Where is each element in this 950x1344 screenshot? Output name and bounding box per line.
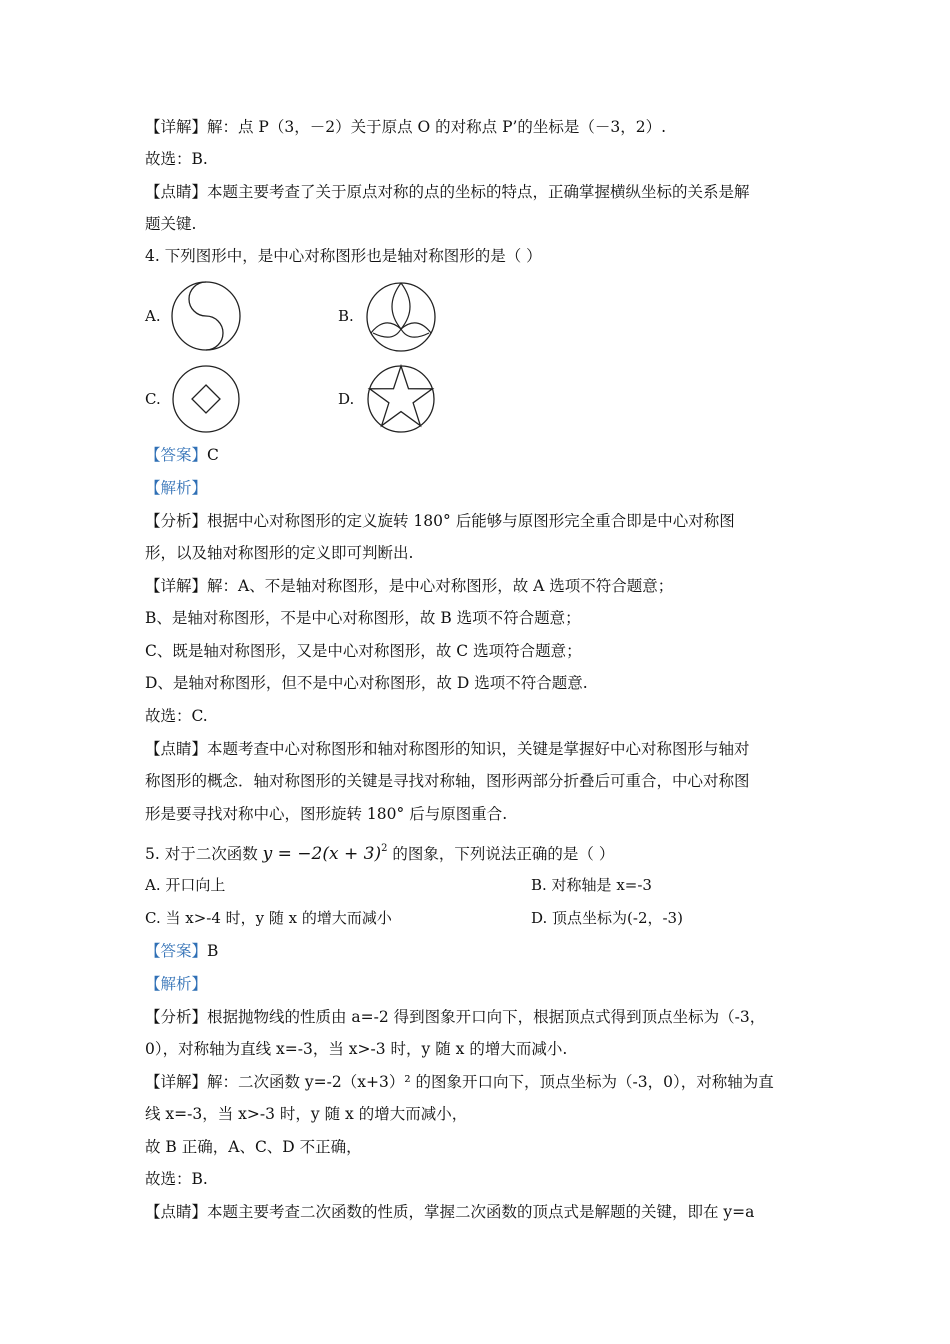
q3-comment-line2: 题关键. xyxy=(145,215,197,233)
answer-value: B xyxy=(207,942,219,960)
answer-tag: 【答案】 xyxy=(145,446,208,464)
q4-detail-line1: 【详解】解：A、不是轴对称图形，是中心对称图形，故 A 选项不符合题意； xyxy=(145,577,674,595)
q5-stem-post: 的图象，下列说法正确的是（ ） xyxy=(392,845,615,863)
formula-exponent: 2 xyxy=(381,843,388,854)
q5-analysis-line1: 【分析】根据抛物线的性质由 a=-2 得到图象开口向下，根据顶点式得到顶点坐标为（-3， xyxy=(145,1008,766,1026)
q5-stem-pre: 5. 对于二次函数 xyxy=(145,845,258,863)
figure-b-arcs-icon xyxy=(363,277,439,357)
q5-comment-line1: 【点睛】本题主要考查二次函数的性质，掌握二次函数的顶点式是解题的关键，即在 y=a xyxy=(145,1203,755,1221)
q4-stem: 4. 下列图形中，是中心对称图形也是轴对称图形的是（ ） xyxy=(145,247,542,265)
q5-option-d: D. 顶点坐标为(-2，-3) xyxy=(531,909,683,927)
formula-body: y = −2(x + 3) xyxy=(262,844,382,864)
q4-analysis-line1: 【分析】根据中心对称图形的定义旋转 180° 后能够与原图形完全重合即是中心对称图 xyxy=(145,512,735,530)
q3-comment-line1: 【点睛】本题主要考查了关于原点对称的点的坐标的特点，正确掌握横纵坐标的关系是解 xyxy=(145,183,750,201)
q5-analysis-tag: 【解析】 xyxy=(145,975,208,993)
q3-choose: 故选：B. xyxy=(145,150,208,168)
q4-comment-line3: 形是要寻找对称中心，图形旋转 180° 后与原图重合. xyxy=(145,805,508,823)
q4-comment-line1: 【点睛】本题考查中心对称图形和轴对称图形的知识，关键是掌握好中心对称图形与轴对 xyxy=(145,740,750,758)
answer-value: C xyxy=(207,446,219,464)
q5-formula xyxy=(263,844,388,864)
q4-detail-line2: B、是轴对称图形，不是中心对称图形，故 B 选项不符合题意； xyxy=(145,609,581,627)
figure-c-circle-diamond-icon xyxy=(168,361,244,437)
q5-option-b: B. 对称轴是 x=-3 xyxy=(531,876,652,894)
q5-option-c: C. 当 x>-4 时，y 随 x 的增大而减小 xyxy=(145,909,392,927)
q5-detail-line3: 故 B 正确，A、C、D 不正确， xyxy=(145,1138,362,1156)
q5-option-a: A. 开口向上 xyxy=(145,876,226,894)
q4-label-d: D. xyxy=(338,390,355,408)
figure-d-circle-star-icon xyxy=(363,361,439,437)
q3-detail: 【详解】解：点 P（3，－2）关于原点 O 的对称点 P’的坐标是（－3，2）. xyxy=(145,118,667,136)
q5-detail-line2: 线 x=-3，当 x>-3 时，y 随 x 的增大而减小， xyxy=(145,1105,468,1123)
q4-label-a: A. xyxy=(145,307,161,325)
q4-analysis-line2: 形，以及轴对称图形的定义即可判断出. xyxy=(145,544,414,562)
answer-tag: 【答案】 xyxy=(145,942,208,960)
q5-detail-line1: 【详解】解：二次函数 y=-2（x+3）² 的图象开口向下，顶点坐标为（-3，0），对称轴为直 xyxy=(145,1073,774,1091)
q4-comment-line2: 称图形的概念．轴对称图形的关键是寻找对称轴，图形两部分折叠后可重合，中心对称图 xyxy=(145,772,750,790)
q5-stem xyxy=(145,838,614,865)
figure-a-taiji-icon xyxy=(168,278,244,354)
q4-analysis-tag: 【解析】 xyxy=(145,479,208,497)
q5-analysis-line2: 0），对称轴为直线 x=-3，当 x>-3 时，y 随 x 的增大而减小. xyxy=(145,1040,568,1058)
q5-choose: 故选：B. xyxy=(145,1170,208,1188)
q4-answer xyxy=(145,444,219,466)
q5-answer xyxy=(145,940,218,962)
q4-label-c: C. xyxy=(145,390,161,408)
q4-label-b: B. xyxy=(338,307,354,325)
q4-choose: 故选：C. xyxy=(145,707,208,725)
q4-detail-line4: D、是轴对称图形，但不是中心对称图形，故 D 选项不符合题意. xyxy=(145,674,588,692)
q4-detail-line3: C、既是轴对称图形，又是中心对称图形，故 C 选项符合题意； xyxy=(145,642,582,660)
